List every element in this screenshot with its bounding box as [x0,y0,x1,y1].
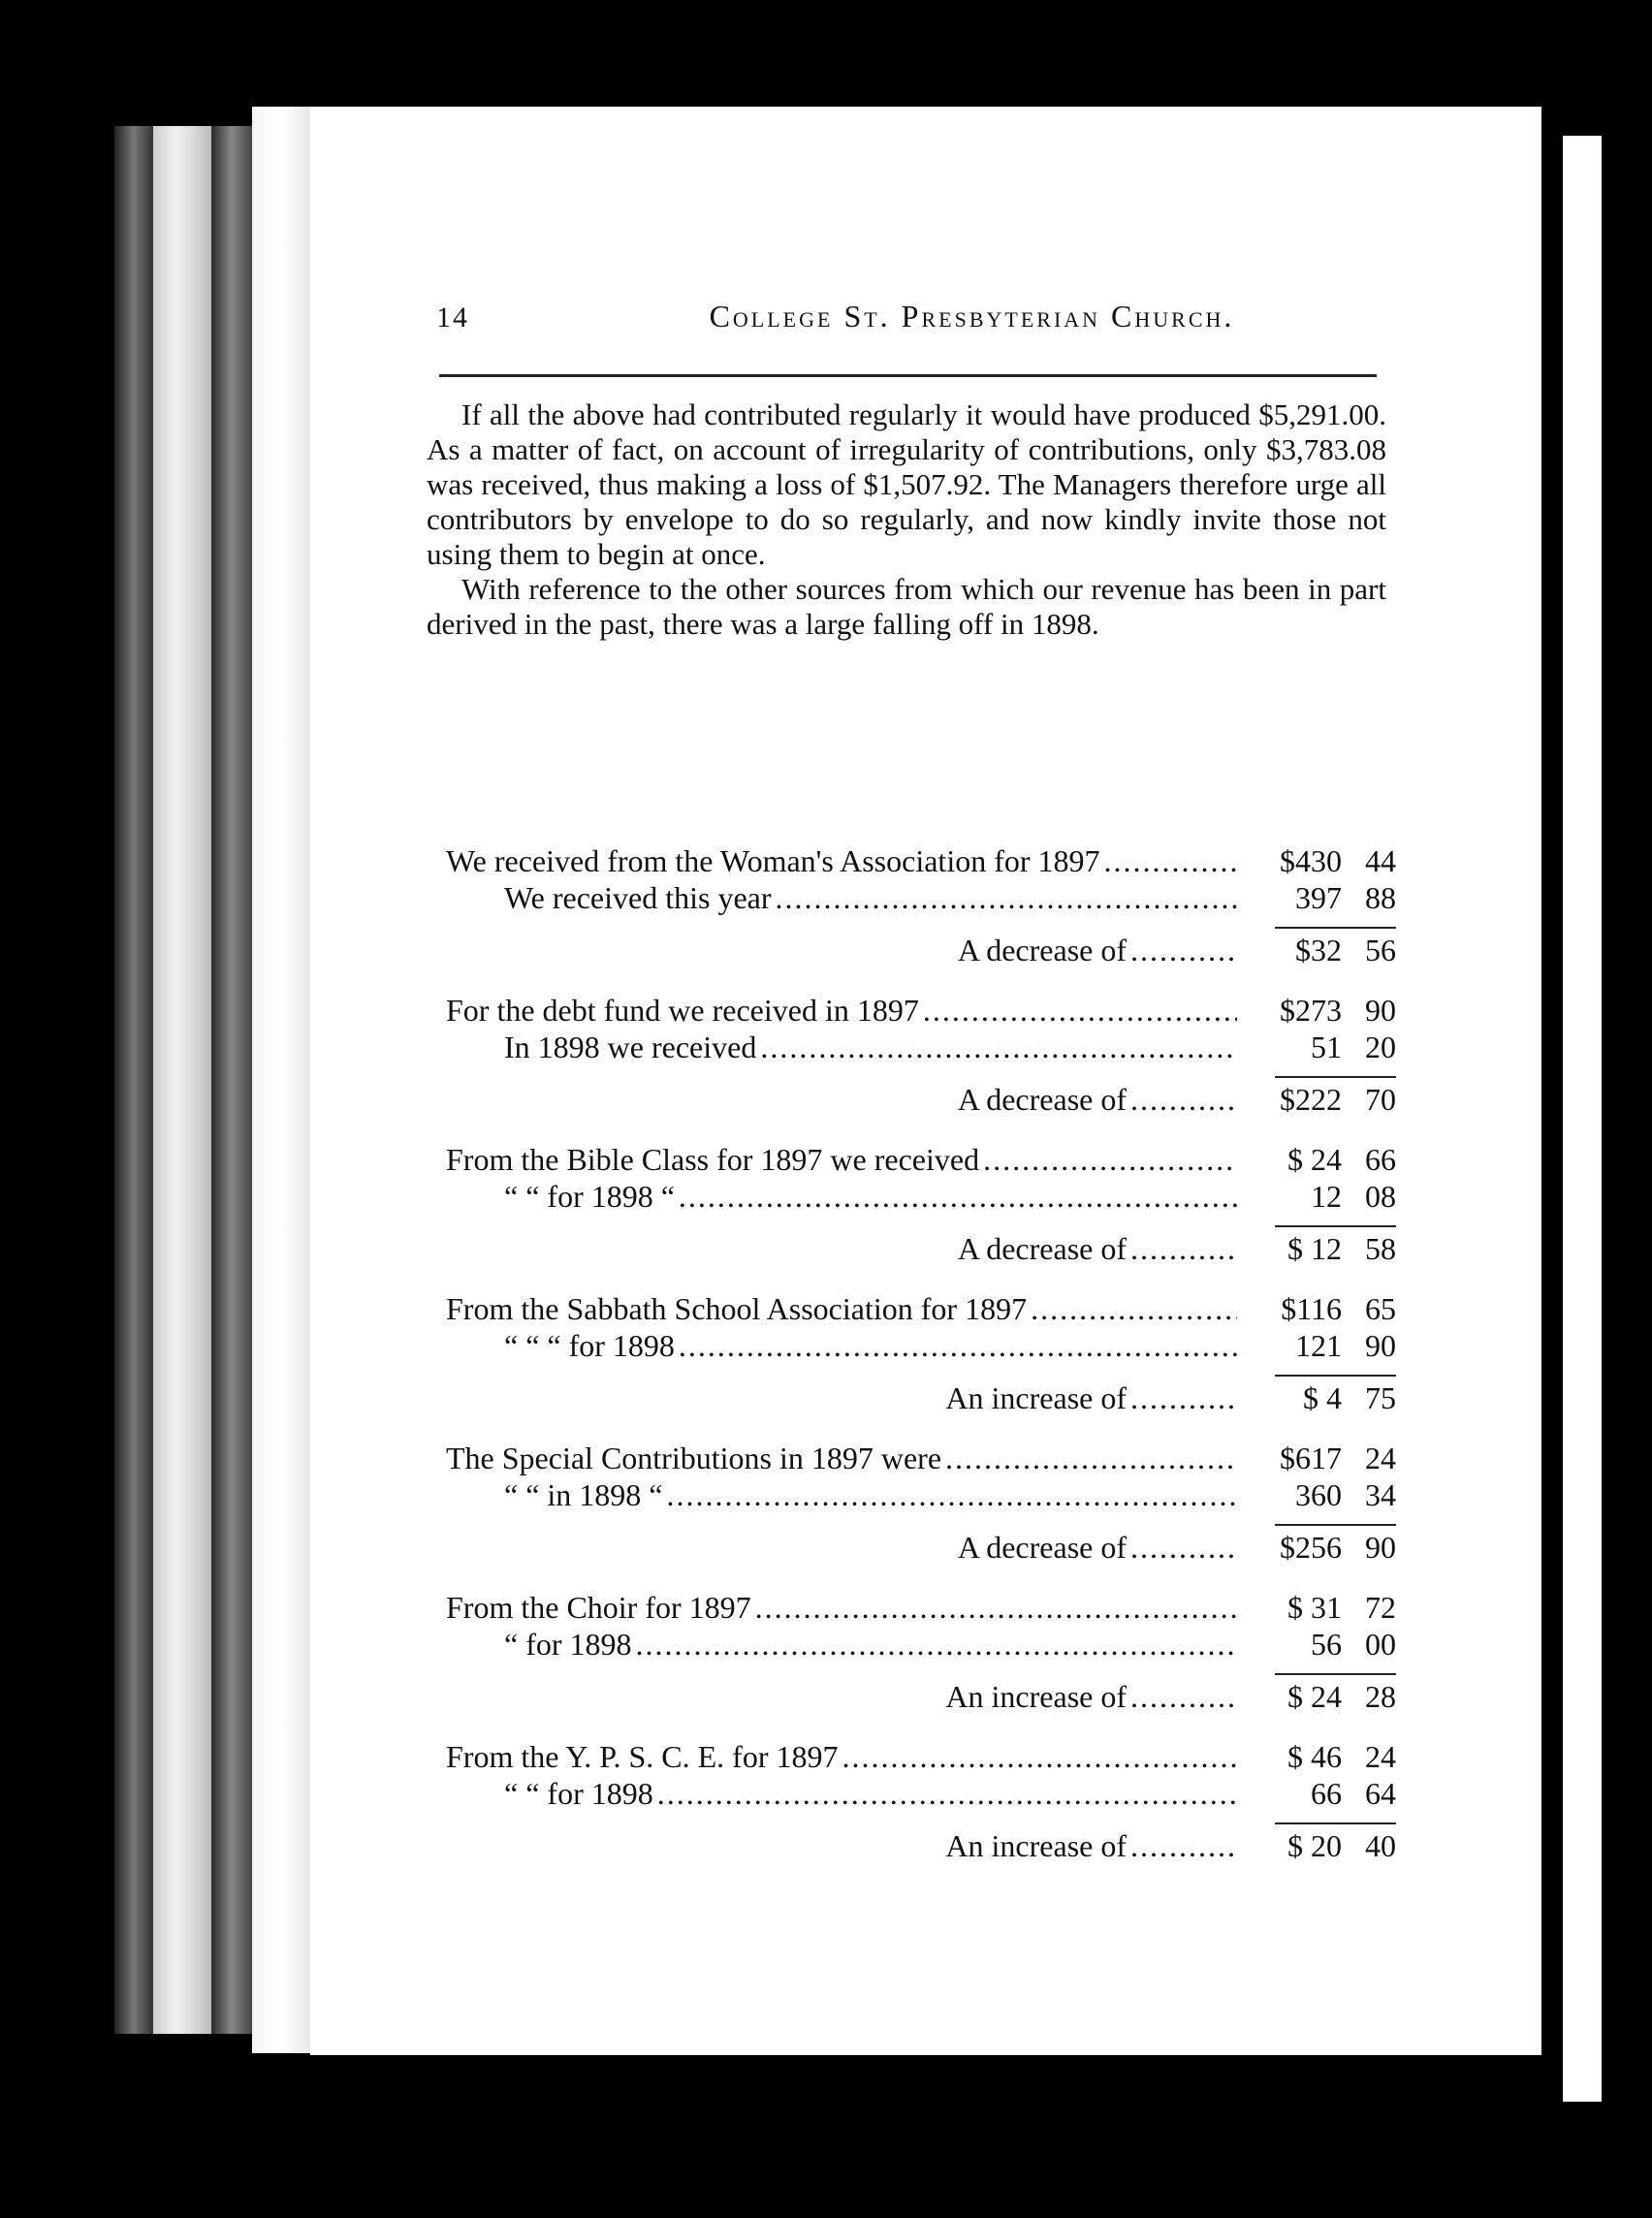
running-head [436,299,1391,357]
entry-spacer [446,979,1396,993]
leader-dots [667,1477,1238,1513]
amount-dollars: $116 [1281,1291,1342,1326]
leader-dots [636,1627,1237,1663]
amount-cents: 90 [1365,1530,1396,1565]
amount-dollars: 12 [1311,1179,1342,1214]
amount [1241,1179,1396,1215]
ledger-row [446,880,1396,917]
amount-dollars: $273 [1280,993,1342,1028]
amount-cents: 65 [1365,1291,1396,1326]
leader-dots [1130,1231,1237,1267]
ledger-result [446,1828,1396,1871]
amount-cents: 88 [1365,880,1396,915]
leader-dots [1130,1530,1237,1566]
amount [1241,1679,1396,1715]
paragraph: If all the above had contributed regularly it would have produced $5,291.00. As a matter of fact, on account of irregularity of contributions, only $3,783.08 was received, thus making a loss of $1,507.92. The Managers therefore urge all contributors by envelope to do so regularly, and now kindly invite those not using them to begin at once. [427,397,1386,571]
ledger-result [446,933,1396,975]
page-stack-edge [211,126,252,2034]
amount-cents: 66 [1365,1142,1396,1177]
amount [1241,880,1396,916]
amount-cents: 28 [1365,1679,1396,1714]
amount-dollars: 56 [1311,1627,1342,1662]
amount-cents: 44 [1365,843,1396,878]
amount-cents: 24 [1365,1441,1396,1475]
row-label: From the Y. P. S. C. E. for 1897 [446,1739,839,1774]
amount [1241,1739,1396,1775]
amount-dollars: $430 [1280,843,1342,878]
row-label: A decrease of [957,933,1127,967]
sum-rule [1275,1375,1396,1377]
leader-dots [923,993,1237,1029]
leader-dots [776,880,1238,916]
amount-dollars: 66 [1311,1776,1342,1811]
amount [1241,1477,1396,1513]
row-label: We received from the Woman's Association for 1897 [446,843,1100,878]
ledger-entry [446,1142,1396,1274]
ledger-row [446,1030,1396,1066]
amount-dollars: $ 24 [1287,1142,1342,1177]
amount-cents: 24 [1365,1739,1396,1774]
sum-rule [1275,1524,1396,1526]
amount-cents: 08 [1365,1179,1396,1214]
leader-dots [945,1441,1237,1476]
ledger-row [446,1776,1396,1813]
leader-dots [1031,1291,1237,1327]
amount [1241,1380,1396,1416]
ledger-row [446,1441,1396,1477]
amount-cents: 64 [1365,1776,1396,1811]
amount [1241,1328,1396,1364]
leader-dots [755,1590,1237,1626]
amount [1241,993,1396,1029]
row-label: The Special Contributions in 1897 were [446,1441,942,1475]
ledger-entry [446,993,1396,1125]
amount [1241,1291,1396,1327]
page-title: College St. Presbyterian Church. [709,299,1235,333]
ledger-result [446,1231,1396,1274]
amount [1241,1627,1396,1663]
entry-spacer [446,1427,1396,1441]
body-text [427,397,1386,642]
amount-dollars: $ 46 [1287,1739,1342,1774]
page-number: 14 [436,301,469,333]
ledger-entry [446,843,1396,975]
ledger-result [446,1082,1396,1125]
row-label: From the Bible Class for 1897 we received [446,1142,980,1177]
sum-rule [1275,1076,1396,1078]
leader-dots [1130,933,1237,968]
sum-rule [1275,1225,1396,1227]
leader-dots [679,1179,1237,1215]
ledger-entry [446,1291,1396,1423]
amount-dollars: 360 [1295,1477,1342,1512]
row-label: A decrease of [957,1530,1127,1565]
amount [1241,1828,1396,1864]
page-stack-edge [252,107,310,2053]
ledger-row [446,1179,1396,1216]
ledger-row [446,1739,1396,1776]
entry-spacer [446,1576,1396,1590]
amount-dollars: $ 4 [1303,1380,1342,1415]
row-label: A decrease of [957,1082,1127,1117]
amount [1241,1231,1396,1267]
ledger-row [446,993,1396,1030]
amount-dollars: $32 [1295,933,1342,967]
row-label: “ for 1898 [504,1627,632,1662]
amount [1241,1590,1396,1626]
row-label: An increase of [945,1679,1127,1714]
amount-cents: 70 [1365,1082,1396,1117]
amount-cents: 40 [1365,1828,1396,1863]
amount [1241,1776,1396,1812]
amount-dollars: $617 [1280,1441,1342,1475]
leader-dots [1104,843,1237,879]
row-label: From the Choir for 1897 [446,1590,751,1625]
amount-cents: 34 [1365,1477,1396,1512]
amount [1241,1441,1396,1476]
contribution-ledger [446,843,1396,1888]
row-label: We received this year [504,880,772,915]
amount-dollars: $ 12 [1287,1231,1342,1266]
amount [1241,1082,1396,1118]
amount-cents: 90 [1365,1328,1396,1363]
leader-dots [1130,1380,1237,1416]
page-stack-edge [114,126,153,2034]
leader-dots [1130,1082,1237,1118]
leader-dots [842,1739,1237,1775]
amount-dollars: $ 24 [1287,1679,1342,1714]
ledger-row [446,1142,1396,1179]
leader-dots [983,1142,1237,1178]
row-label: An increase of [945,1828,1127,1863]
ledger-row [446,1291,1396,1328]
sum-rule [1275,1822,1396,1824]
amount-cents: 56 [1365,933,1396,967]
ledger-entry [446,1441,1396,1572]
entry-spacer [446,1128,1396,1142]
amount-cents: 20 [1365,1030,1396,1064]
paragraph: With reference to the other sources from which our revenue has been in part derived in the past, there was a large falling off in 1898. [427,572,1386,641]
page-stack-edge [153,126,211,2034]
amount [1241,1030,1396,1065]
book-page [310,107,1541,2055]
ledger-entry [446,1590,1396,1722]
leader-dots [679,1328,1237,1364]
amount [1241,843,1396,879]
leader-dots [1130,1828,1237,1864]
amount-dollars: $ 20 [1287,1828,1342,1863]
amount-cents: 75 [1365,1380,1396,1415]
facing-page-edge [1563,136,1602,2102]
ledger-entry [446,1739,1396,1871]
amount-dollars: $222 [1280,1082,1342,1117]
amount-cents: 90 [1365,993,1396,1028]
sum-rule [1275,927,1396,929]
amount-dollars: $ 31 [1287,1590,1342,1625]
ledger-row [446,1590,1396,1627]
amount-dollars: 397 [1295,880,1342,915]
row-label: A decrease of [957,1231,1127,1266]
ledger-row [446,1328,1396,1365]
entry-spacer [446,1726,1396,1739]
amount [1241,1530,1396,1566]
leader-dots [657,1776,1237,1812]
amount [1241,1142,1396,1178]
row-label: From the Sabbath School Association for 1897 [446,1291,1028,1326]
amount-cents: 72 [1365,1590,1396,1625]
ledger-row [446,843,1396,880]
ledger-row [446,1627,1396,1664]
amount-dollars: $256 [1280,1530,1342,1565]
ledger-result [446,1530,1396,1572]
sum-rule [1275,1673,1396,1675]
ledger-row [446,1477,1396,1514]
amount-dollars: 121 [1295,1328,1342,1363]
row-label: For the debt fund we received in 1897 [446,993,919,1028]
ledger-result [446,1679,1396,1722]
header-rule [439,374,1377,377]
leader-dots [760,1030,1237,1065]
entry-spacer [446,1875,1396,1888]
amount [1241,933,1396,968]
row-label: An increase of [945,1380,1127,1415]
entry-spacer [446,1278,1396,1291]
leader-dots [1130,1679,1237,1715]
row-label: “ “ for 1898 [504,1776,653,1811]
row-label: “ “ “ for 1898 [504,1328,675,1363]
row-label: “ “ for 1898 “ [504,1179,675,1214]
amount-cents: 00 [1365,1627,1396,1662]
row-label: In 1898 we received [504,1030,757,1064]
amount-cents: 58 [1365,1231,1396,1266]
row-label: “ “ in 1898 “ [504,1477,663,1512]
amount-dollars: 51 [1311,1030,1342,1064]
ledger-result [446,1380,1396,1423]
